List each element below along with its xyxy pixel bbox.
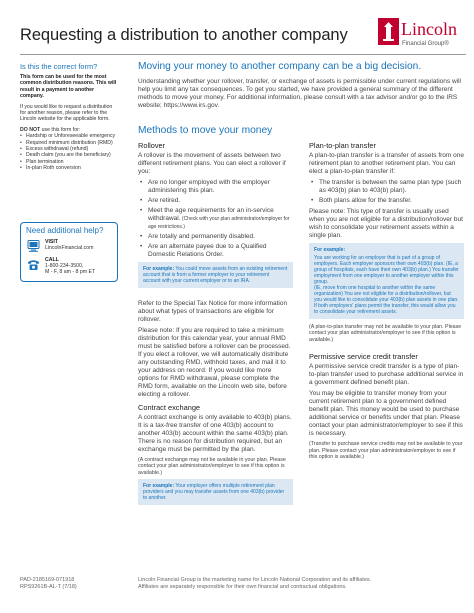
plan-to-plan-conditions	[309, 179, 464, 205]
phone-number[interactable]: 1-800-234-3500,	[45, 263, 84, 269]
sidebar-note: If you would like to request a distribution for another reason, please refer to the Lincoln website for the applicable form.	[20, 103, 113, 123]
help-heading: Need additional help?	[26, 226, 104, 235]
list-item: • Both plans allow for the transfer.	[309, 197, 464, 205]
tax-notice-note: Refer to the Special Tax Notice for more information about what types of transactions are eligible for rollover.	[138, 300, 288, 323]
phone-icon	[27, 259, 40, 271]
header-divider	[20, 54, 466, 55]
list-item-text: Meet the age requirements for an in-service withdrawal.	[148, 207, 274, 222]
computer-icon	[27, 240, 40, 252]
list-item-text: Are retired.	[148, 197, 181, 204]
disclaimer-line-1: Lincoln Financial Group is the marketing name for Lincoln National Corporation and its affiliates.	[138, 577, 372, 583]
list-item	[138, 233, 293, 241]
list-item: • In-plan Roth conversion	[20, 165, 118, 171]
plan-to-plan-heading: Plan-to-plan transfer	[309, 141, 376, 150]
example-label: For example:	[314, 247, 346, 253]
example-label: For example:	[143, 483, 175, 490]
rollover-heading: Rollover	[138, 141, 166, 150]
plan-to-plan-intro: A plan-to-plan transfer is a transfer of assets from one retirement plan to another retirement plan. You can elect a plan-to-plan transfer if:	[309, 152, 464, 175]
list-item: • Required minimum distribution (RMD)	[20, 140, 118, 146]
service-credit-text-1: A permissive service credit transfer is a type of plan-to-plan transfer used to purchase additional service in a government defined benefit plan.	[309, 363, 464, 387]
list-item-text: Are no longer employed with the employer administering this plan.	[148, 179, 270, 194]
page-title: Requesting a distribution to another company	[20, 26, 348, 44]
example-text: You could move assets from an existing retirement account that is from a former employer to your retirement account with your current employer or to an IRA.	[143, 266, 288, 284]
rollover-example-box	[138, 262, 293, 288]
logo-name: Lincoln	[401, 19, 457, 39]
list-item	[138, 197, 293, 205]
do-not-rest: use this form for:	[40, 126, 81, 133]
sidebar-bold-note: This form can be used for the most common distribution reasons. This will result in a payment to another company.	[20, 74, 117, 100]
contract-exchange-heading: Contract exchange	[138, 403, 201, 412]
plan-to-plan-section	[309, 142, 464, 463]
example-text: Your employer offers multiple retirement plan providers and you may transfer assets from one 403(b) provider to another.	[143, 483, 285, 502]
plan-to-plan-note: Please note: This type of transfer is usually used when you are not eligible for a distribution/rollover but wish to consolidate your retirement assets within a single plan.	[309, 208, 463, 239]
form-code-2: RPS9261B-AL-T (7/18)	[20, 584, 77, 590]
list-item-text: Are an alternate payee due to a Qualified Domestic Relations Order.	[148, 243, 267, 258]
rollover-section	[138, 142, 293, 505]
list-item: • Plan termination	[20, 159, 118, 165]
plan-to-plan-availability-note: (A plan-to-plan transfer may not be available to your plan. Please contact your plan administrator/employer to see if this option is available.)	[309, 324, 462, 343]
call-hours: M - F, 8 am - 8 pm ET	[45, 269, 96, 275]
list-item: • Death claim (you are the beneficiary)	[20, 152, 118, 158]
example-line: (IE, move from one hospital to another within the same organization) You are not eligible for a distribution/rollover, but you would like to consolidate your 403(b) plan assets in one plan. If both employers' plans permit the transfer, this would allow you to consolidate your retirement assets.	[314, 285, 459, 315]
plan-to-plan-example-box	[309, 243, 464, 319]
service-credit-heading: Permissive service credit transfer	[309, 352, 418, 362]
call-label: CALL	[45, 257, 59, 263]
lead-heading: Moving your money to another company can be a big decision.	[138, 61, 422, 72]
rollover-intro: A rollover is the movement of assets between two different retirement plans. You can elect a rollover if you:	[138, 152, 286, 175]
contract-exchange-note: (A contract exchange may not be available in your plan. Please contact your plan administrator/employer to see if this option is available.)	[138, 457, 286, 476]
methods-heading: Methods to move your money	[138, 125, 273, 136]
service-credit-text-2: You may be eligible to transfer money from your current retirement plan to a government defined benefit plan. This money would be used to purchase additional service or benefits under that plan. Please contact your plan administrator/employer to see if this is necessary.	[309, 390, 463, 438]
sidebar	[20, 62, 118, 172]
list-item	[138, 243, 293, 259]
visit-label: VISIT	[45, 239, 58, 245]
lincoln-logo	[378, 17, 464, 57]
list-item: • Hardship or Unforeseeable emergency	[20, 133, 118, 139]
list-item-text: Are totally and permanently disabled.	[148, 233, 255, 240]
sidebar-heading: Is this the correct form?	[20, 62, 98, 71]
contract-exchange-text: A contract exchange is only available to 403(b) plans. It is a tax-free transfer of one 403(b) account to another 403(b) account within the same 403(b) plan. There is no reason for distribution required, but an exchange must be permitted by the plan.	[138, 414, 292, 453]
example-line: You are working for an employer that is part of a group of employers. Each employer sponsors their own 403(b) plan. (IE, a group of hospitals, each have their own 403(b) plan.) You transfer employment from one employer to another employer within this group.	[314, 255, 459, 285]
list-item-note: (Check with your plan administrator/employer for age restrictions.)	[148, 216, 290, 230]
form-code-1: PAD-2185169-071918	[20, 577, 75, 583]
rollover-conditions	[138, 179, 293, 259]
footer-codes	[20, 577, 77, 591]
disclaimer-line-2: Affiliates are separately responsible for their own financial and contractual obligations.	[138, 584, 347, 590]
list-item	[138, 207, 293, 231]
logo-subtitle: Financial Group®	[402, 41, 449, 47]
contract-example-box	[138, 479, 293, 505]
help-box	[20, 222, 118, 282]
service-credit-note: (Transfer to purchase service credits may not be available to your plan. Please contact your plan administrator/employer to see if this option is available.)	[309, 441, 463, 461]
list-item: • Excess withdrawal (refund)	[20, 146, 118, 152]
footer-disclaimer	[138, 577, 371, 591]
lead-paragraph: Understanding whether your rollover, transfer, or exchange of assets is permissible under current regulations will help you limit any tax consequences. To get you started, we have provided a general summary of the different methods to move your money. For additional information, please consult with a tax advisor and/or go to the IRS website; https://www.irs.gov.	[138, 78, 461, 109]
lincoln-logo-icon	[378, 18, 399, 45]
list-item	[138, 179, 293, 195]
excluded-reasons-list	[20, 133, 118, 171]
list-item: • The transfer is between the same plan type (such as 403(b) plan to 403(b) plan).	[309, 179, 464, 195]
website-link[interactable]: LincolnFinancial.com	[45, 245, 94, 251]
example-label: For example:	[143, 266, 175, 272]
do-not-label: DO NOT	[20, 126, 41, 133]
rmd-note: Please note: If you are required to take a minimum distribution for this calendar year, your annual RMD must be satisfied before a rollover can be processed. If you elect a rollover, we will automatically distribute any outstanding RMD, withhold taxes, and mail it to your address on record. If you would like more options for RMD withdrawal, please complete the RMD form, available on the Lincoln web site, before electing a rollover.	[138, 327, 291, 398]
